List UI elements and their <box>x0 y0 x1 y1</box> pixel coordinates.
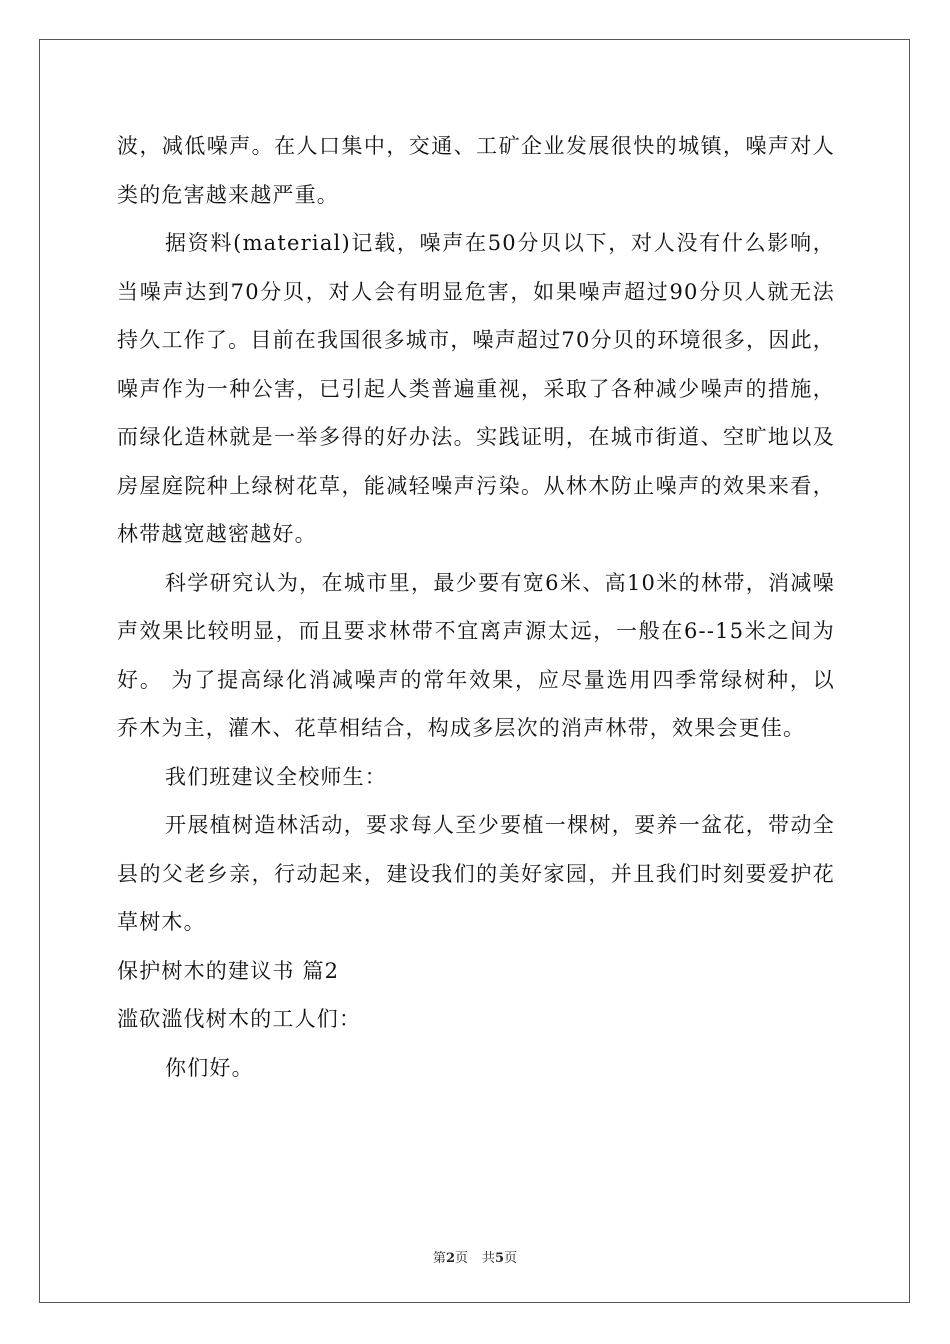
paragraph-3: 科学研究认为，在城市里，最少要有宽6米、高10米的林带，消减噪声效果比较明显，而且要求林带不宜离声源太远，一般在6--15米之间为好。 为了提高绿化消减噪声的常年效果，应尽量选用四季常绿树种，以乔木为主，灌木、花草相结合，构成多层次的消声林带，效果会更佳。 <box>117 570 835 740</box>
footer-total-suffix: 页 <box>504 1251 518 1266</box>
footer-prefix: 第 <box>432 1251 446 1266</box>
greeting: 你们好。 <box>165 1055 254 1080</box>
footer-total-prefix: 共 <box>482 1251 496 1266</box>
footer-page-suffix: 页 <box>454 1251 468 1266</box>
paragraph-5: 开展植树造林活动，要求每人至少要植一棵树，要养一盆花，带动全县的父老乡亲，行动起来，建设我们的美好家园，并且我们时刻要爱护花草树木。 <box>117 813 835 934</box>
footer-current-page: 2 <box>445 1251 455 1266</box>
salutation: 滥砍滥伐树木的工人们： <box>117 1007 362 1031</box>
section-heading: 保护树木的建议书 篇2 <box>117 958 340 983</box>
paragraph-2: 据资料(material)记载，噪声在50分贝以下，对人没有什么影响，当噪声达到70分贝，对人会有明显危害，如果噪声超过90分贝人就无法持久工作了。目前在我国很多城市，噪声超过70分贝的环境很多，因此，噪声作为一种公害，已引起人类普遍重视，采取了各种减少噪声的措施，而绿化造林就是一举多得的好办法。实践证明，在城市街道、空旷地以及房屋庭院种上绿树花草，能减轻噪声污染。从林木防止噪声的效果来看，林带越宽越密越好。 <box>117 231 835 546</box>
paragraph-1: 波，减低噪声。在人口集中，交通、工矿企业发展很快的城镇，噪声对人类的危害越来越严重。 <box>117 134 835 207</box>
paragraph-4: 我们班建议全校师生： <box>165 764 387 789</box>
page-footer <box>0 1247 950 1266</box>
document-body <box>117 122 835 1092</box>
footer-total-pages: 5 <box>495 1251 505 1266</box>
